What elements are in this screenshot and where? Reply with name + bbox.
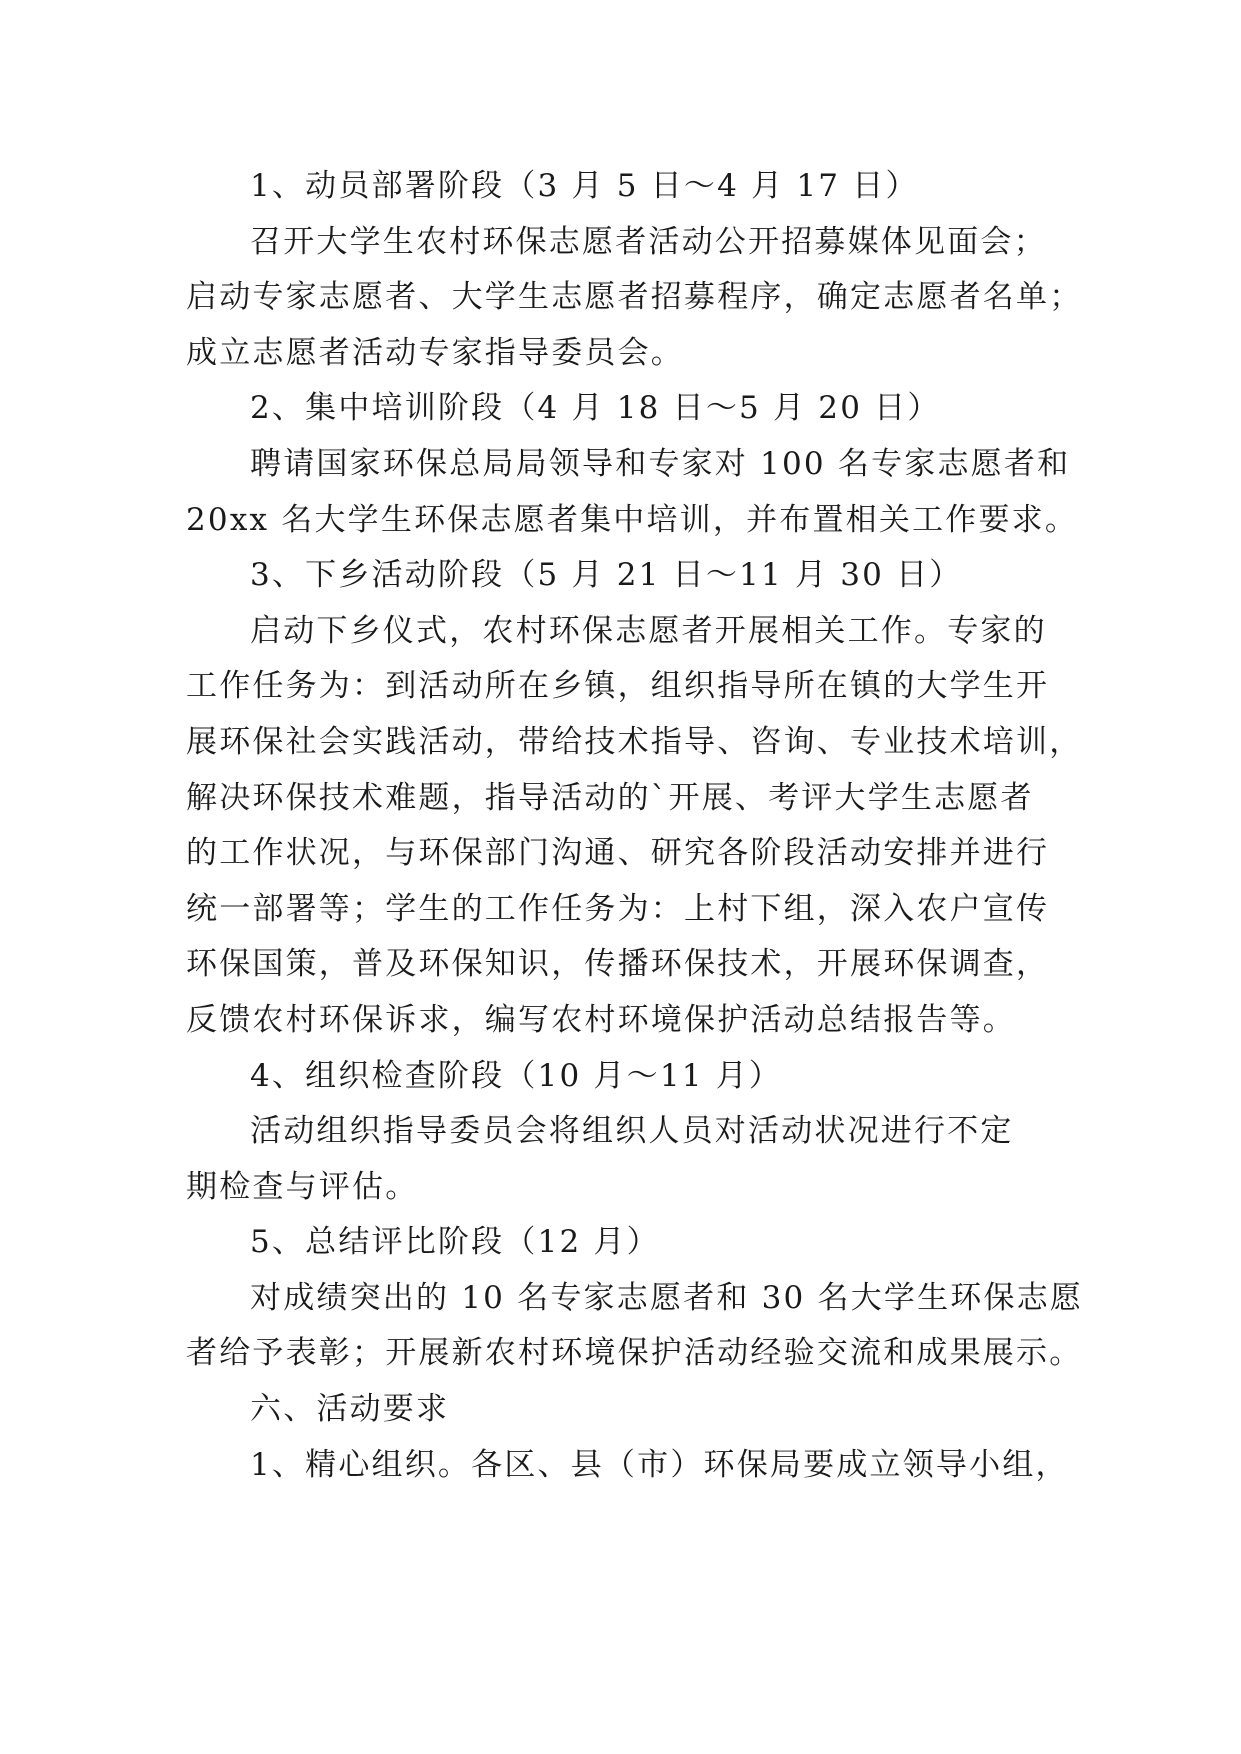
stage-1-heading: 1、动员部署阶段（3 月 5 日～4 月 17 日） <box>250 168 919 204</box>
paragraph-line: 1、精心组织。各区、县（市）环保局要成立领导小组， <box>250 1446 1069 1483</box>
paragraph-line: 环保国策，普及环保知识，传播环保技术，开展环保调查， <box>186 946 1050 983</box>
paragraph-line: 工作任务为：到活动所在乡镇，组织指导所在镇的大学生开 <box>186 668 1050 705</box>
paragraph-line: 启动专家志愿者、大学生志愿者招募程序，确定志愿者名单； <box>186 279 1083 316</box>
stage-3-heading: 3、下乡活动阶段（5 月 21 日～11 月 30 日） <box>250 557 963 594</box>
paragraph-line: 反馈农村环保诉求，编写农村环境保护活动总结报告等。 <box>186 1001 1016 1038</box>
paragraph-line: 启动下乡仪式，农村环保志愿者开展相关工作。专家的 <box>250 612 1047 649</box>
paragraph-line: 召开大学生农村环保志愿者活动公开招募媒体见面会； <box>250 223 1047 260</box>
paragraph-line: 统一部署等；学生的工作任务为：上村下组，深入农户宣传 <box>186 890 1050 927</box>
stage-4-heading: 4、组织检查阶段（10 月～11 月） <box>250 1057 783 1094</box>
document-body <box>186 159 1084 1493</box>
paragraph-line: 解决环保技术难题，指导活动的`开展、考评大学生志愿者 <box>186 779 1034 816</box>
paragraph-line: 期检查与评估。 <box>186 1168 419 1205</box>
stage-5-heading: 5、总结评比阶段（12 月） <box>250 1224 660 1261</box>
paragraph-line: 成立志愿者活动专家指导委员会。 <box>186 334 684 371</box>
paragraph-line: 展环保社会实践活动，带给技术指导、咨询、专业技术培训， <box>186 723 1083 760</box>
section-6-heading: 六、活动要求 <box>250 1391 450 1428</box>
paragraph-line: 20xx 名大学生环保志愿者集中培训，并布置相关工作要求。 <box>186 501 1079 538</box>
paragraph-line: 活动组织指导委员会将组织人员对活动状况进行不定 <box>250 1113 1014 1150</box>
paragraph-line: 者给予表彰；开展新农村环境保护活动经验交流和成果展示。 <box>186 1335 1083 1372</box>
paragraph-line: 的工作状况，与环保部门沟通、研究各阶段活动安排并进行 <box>186 835 1050 872</box>
paragraph-line: 聘请国家环保总局局领导和专家对 100 名专家志愿者和 <box>250 445 1071 482</box>
paragraph-line: 对成绩突出的 10 名专家志愿者和 30 名大学生环保志愿 <box>250 1279 1084 1316</box>
stage-2-heading: 2、集中培训阶段（4 月 18 日～5 月 20 日） <box>250 390 941 427</box>
